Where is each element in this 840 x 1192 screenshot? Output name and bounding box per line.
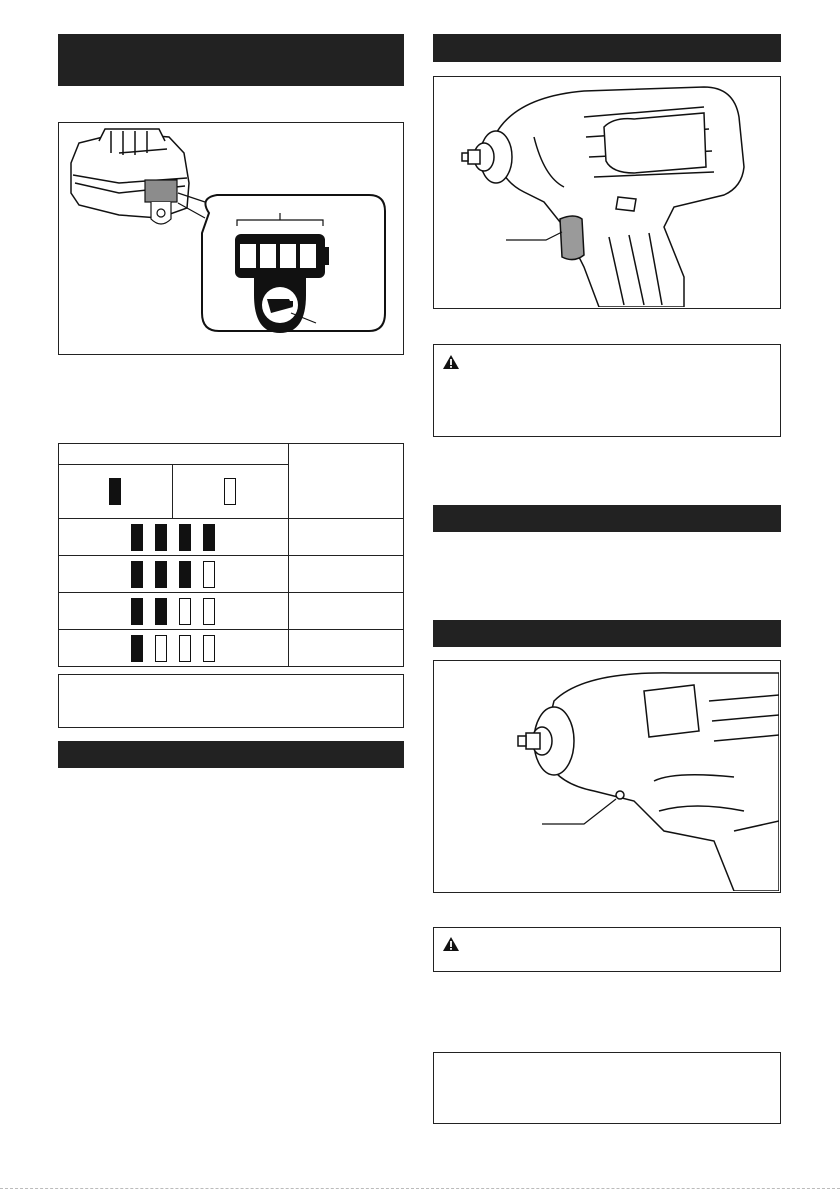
section-header-bar-left-2	[58, 741, 404, 768]
light-callout-line	[542, 799, 616, 824]
indicator-table	[58, 443, 404, 667]
caution-box-right-1	[433, 344, 781, 437]
remaining-capacity-header	[288, 444, 403, 519]
page-cut-line	[0, 1188, 840, 1189]
warning-triangle-icon	[442, 354, 460, 370]
tool-light-figure	[433, 660, 781, 893]
lamp-row-3	[59, 593, 289, 630]
table-row	[59, 519, 404, 556]
trigger-callout-line	[506, 232, 562, 240]
lamp-lighted	[109, 478, 121, 505]
lamp-row-2	[59, 556, 289, 593]
battery-indicator-tab	[145, 180, 177, 202]
section-header-bar-right-3	[433, 620, 781, 647]
job-light	[616, 791, 624, 799]
capacity-cell	[288, 630, 403, 667]
lamp-row-1	[59, 519, 289, 556]
lamp-off	[224, 478, 236, 505]
note-box-left	[58, 674, 404, 728]
battery-figure	[58, 122, 404, 355]
battery-illustration	[59, 123, 402, 353]
section-header-bar-right-1	[433, 34, 781, 62]
capacity-cell	[288, 593, 403, 630]
impact-wrench-front-illustration	[434, 661, 779, 891]
legend-lighted	[59, 465, 173, 519]
section-header-bar-right-2	[433, 505, 781, 532]
note-box-right	[433, 1052, 781, 1124]
capacity-cell	[288, 556, 403, 593]
caution-box-right-2	[433, 927, 781, 972]
capacity-cell	[288, 519, 403, 556]
lamp-row-4	[59, 630, 289, 667]
trigger-switch	[560, 216, 584, 260]
table-row	[59, 556, 404, 593]
section-header-bar-battery-capacity	[58, 34, 404, 86]
impact-wrench-illustration	[434, 77, 779, 307]
warning-triangle-icon	[442, 936, 460, 952]
table-row	[59, 630, 404, 667]
tool-trigger-figure	[433, 76, 781, 309]
indicator-lamps-header	[59, 444, 289, 465]
table-row	[59, 593, 404, 630]
legend-off	[172, 465, 288, 519]
